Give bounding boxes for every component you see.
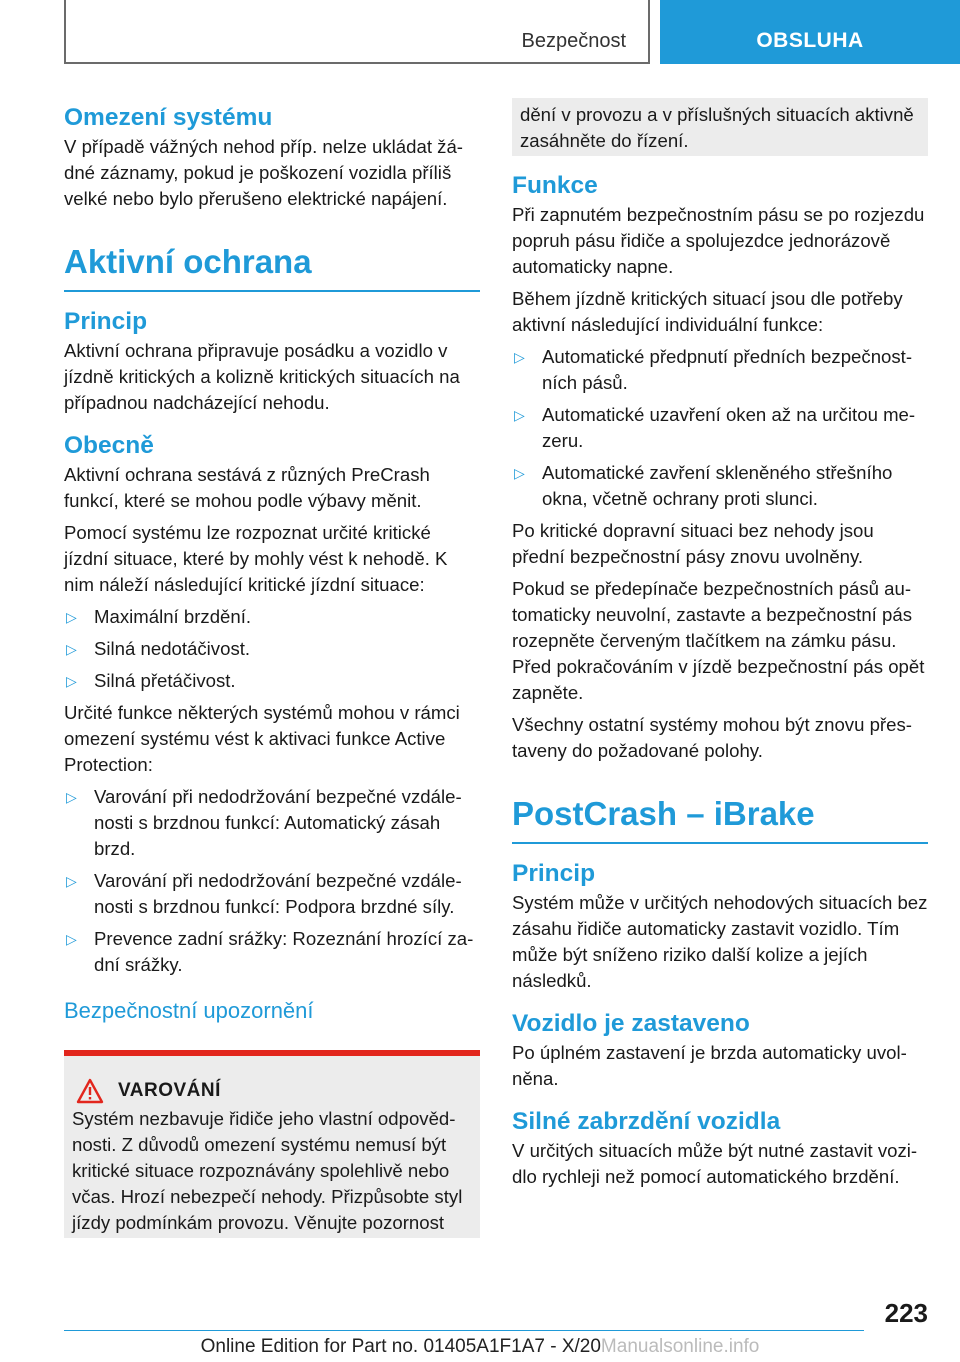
warning-text-continued: dění v provozu a v příslušných situacích aktivně zasáhněte do řízení. [520,104,914,151]
bullet-triangle-icon: ▷ [514,349,525,365]
text-vozidlo-zastaveno: Po úplném zastavení je brzda automaticky uvolněna. [512,1042,907,1089]
header-section-box [64,0,650,64]
list-item: ▷ Varování při nedodržování bezpečné vzdálenosti s brzdnou funkcí: Podpora brzdné síly. [66,870,462,917]
text-omezeni: V případě vážných nehod příp. nelze ukládat žádné záznamy, pokud je poškození vozidla příliš velké nebo bylo přerušeno elektrické napájení. [64,136,463,209]
list-active-protection [64,784,480,978]
footer [0,1336,960,1358]
warning-box-continued [512,98,928,156]
heading-princip: Princip [64,308,148,335]
header-tab-label: OBSLUHA [756,29,864,52]
text-obecne-1: Aktivní ochrana sestává z různých PreCrash funkcí, které se mohou podle výbavy měnit. [64,464,430,511]
bullet-triangle-icon: ▷ [66,931,77,947]
list-item: ▷ Silná nedotáčivost. [64,636,480,662]
heading-omezeni: Omezení systému [64,104,273,131]
text-princip: Aktivní ochrana připravuje posádku a vozidlo v jízdně kritických a kolizně kritických situacích na případnou nadcházející nehodu. [64,340,460,413]
heading-silne-zabrzdeni: Silné zabrzdění vozidla [512,1108,781,1135]
bullet-triangle-icon: ▷ [514,465,525,481]
text-funkce-5: Všechny ostatní systémy mohou být znovu přestaveny do požadované polohy. [512,714,912,761]
footer-divider [64,1330,864,1331]
warning-triangle-icon [76,1078,104,1104]
bullet-triangle-icon: ▷ [66,609,77,625]
warning-header [72,1078,472,1104]
list-item: ▷ Automatické uzavření oken až na určitou mezeru. [514,404,916,451]
list-item: ▷ Automatické zavření skleněného střešního okna, včetně ochrany proti slunci. [514,462,893,509]
bullet-triangle-icon: ▷ [66,789,77,805]
footer-watermark: Manualsonline.info [600,1336,760,1357]
footer-edition: Online Edition for Part no. 01405A1F1A7 - X/20 [200,1336,601,1357]
text-funkce-4: Pokud se předepínače bezpečnostních pásů automaticky neuvolní, zastavte a bezpečnostní pás rozepněte červeným tlačítkem na zámku pásu. Před pokračováním v jízdě bezpečnostní pás opět zapněte. [512,578,925,703]
list-individual-functions [512,344,928,512]
right-column [512,100,928,1196]
header-section-title: Bezpečnost [521,30,626,52]
heading-postcrash: PostCrash – iBrake [512,778,928,844]
text-princip-right: Systém může v určitých nehodových situacích bez zásahu řidiče automaticky zastavit vozidlo. Tím může být sníženo riziko další kolize a jejích následků. [512,892,928,991]
heading-aktivni-ochrana: Aktivní ochrana [64,226,480,292]
left-column [64,100,480,1238]
list-item: ▷ Prevence zadní srážky: Rozeznání hrozící zadní srážky. [66,928,474,975]
heading-funkce: Funkce [512,172,598,199]
heading-upozorneni: Bezpečnostní upozornění [64,998,314,1023]
bullet-triangle-icon: ▷ [66,673,77,689]
heading-vozidlo-zastaveno: Vozidlo je zastaveno [512,1010,750,1037]
header-tab [660,0,960,64]
text-silne-zabrzdeni: V určitých situacích může být nutné zastavit vozidlo rychleji než pomocí automatického brzdění. [512,1140,918,1187]
text-funkce-2: Během jízdně kritických situací jsou dle potřeby aktivní následující individuální funkce: [512,288,903,335]
list-item: ▷ Varování při nedodržování bezpečné vzdálenosti s brzdnou funkcí: Automatický zásah brzd. [66,786,462,859]
list-item: ▷ Maximální brzdění. [64,604,480,630]
warning-label: VAROVÁNÍ [118,1080,221,1101]
text-funkce-1: Při zapnutém bezpečnostním pásu se po rozjezdu popruh pásu řidiče a spolujezdce jednorázově automaticky napne. [512,204,925,277]
heading-princip-right: Princip [512,860,596,887]
warning-box [64,1050,480,1238]
warning-text: Systém nezbavuje řidiče jeho vlastní odpovědnosti. Z důvodů omezení systému nemusí být kritické situace rozpoznávány spolehlivě nebo včas. Hrozí nebezpečí nehody. Přizpůsobte styl jízdy podmínkám provozu. Věnujte pozornost [72,1108,463,1233]
text-obecne-3: Určité funkce některých systémů mohou v rámci omezení systému vést k aktivaci funkce Active Protection: [64,702,460,775]
list-item: ▷ Automatické předpnutí předních bezpečnostních pásů. [514,346,913,393]
heading-obecne: Obecně [64,432,154,459]
page-number: 223 [884,1298,928,1328]
list-critical-situations [64,604,480,694]
list-item: ▷ Silná přetáčivost. [64,668,480,694]
bullet-triangle-icon: ▷ [66,641,77,657]
bullet-triangle-icon: ▷ [66,873,77,889]
bullet-triangle-icon: ▷ [514,407,525,423]
text-obecne-2: Pomocí systému lze rozpoznat určité kritické jízdní situace, které by mohly vést k nehodě. K nim náleží následující kritické jízdní situace: [64,522,448,595]
text-funkce-3: Po kritické dopravní situaci bez nehody jsou přední bezpečnostní pásy znovu uvolněny. [512,520,874,567]
